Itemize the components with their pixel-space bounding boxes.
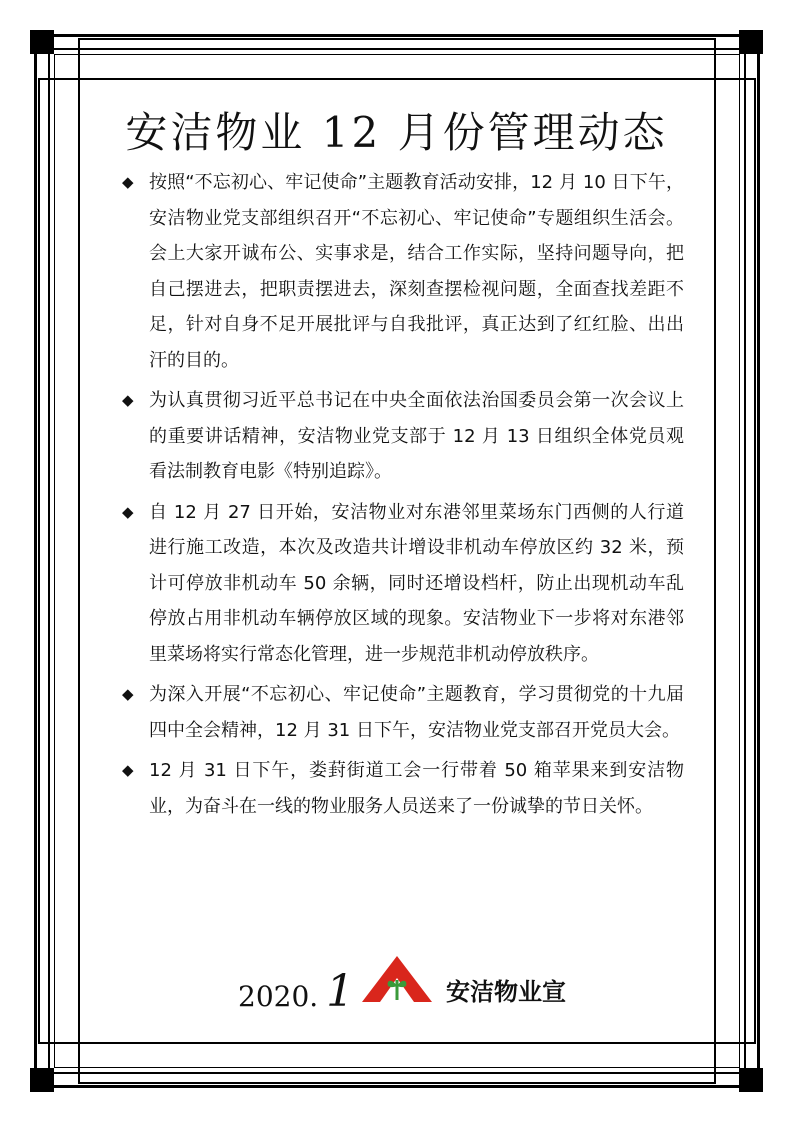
news-item-text: 12 月 31 日下午，娄葑街道工会一行带着 50 箱苹果来到安洁物业，为奋斗在一线的物业服务人员送来了一份诚挚的节日关怀。	[149, 760, 684, 817]
diamond-icon: ◆	[122, 173, 134, 191]
news-item	[122, 753, 684, 824]
diamond-icon: ◆	[122, 502, 134, 521]
diamond-icon: ◆	[122, 685, 134, 703]
page-title: 安洁物业 12 月份管理动态	[125, 108, 668, 157]
footer-date	[238, 966, 354, 1017]
corner-square-top-right	[739, 30, 763, 54]
news-item	[122, 165, 684, 378]
corner-square-bottom-left	[30, 1068, 54, 1092]
news-item	[122, 495, 684, 673]
news-item-text: 为认真贯彻习近平总书记在中央全面依法治国委员会第一次会议上的重要讲话精神，安洁物业党支部于 12 月 13 日组织全体党员观看法制教育电影《特别追踪》。	[149, 390, 684, 482]
news-item	[122, 383, 684, 490]
date-month: 1	[326, 966, 355, 1017]
corner-square-top-left	[30, 30, 54, 54]
news-item-text: 按照“不忘初心、牢记使命”主题教育活动安排，12 月 10 日下午，安洁物业党支部组织召开“不忘初心、牢记使命”专题组织生活会。会上大家开诚布公、实事求是，结合工作实际，坚持问题导向，把自己摆进去，把职责摆进去，深刻查摆检视问题，全面查找差距不足，针对自身不足开展批评与自我批评，真正达到了红红脸、出出汗的目的。	[149, 172, 684, 371]
news-item-text: 自 12 月 27 日开始，安洁物业对东港邻里菜场东门西侧的人行道进行施工改造，本次及改造共计增设非机动车停放区约 32 米，预计可停放非机动车 50 余辆，同时还增设档杆，防止出现机动车乱停放占用非机动车辆停放区域的现象。安洁物业下一步将对东港邻里菜场将实行常态化管理，进一步规范非机动停放秩序。	[149, 501, 684, 665]
news-item-text: 为深入开展“不忘初心、牢记使命”主题教育，学习贯彻党的十九届四中全会精神，12 月 31 日下午，安洁物业党支部召开党员大会。	[149, 684, 684, 741]
footer-org: 安洁物业宣	[446, 978, 566, 1006]
company-logo-icon	[360, 954, 434, 1004]
diamond-icon: ◆	[122, 391, 134, 409]
corner-square-bottom-right	[739, 1068, 763, 1092]
news-item	[122, 677, 684, 748]
date-prefix: 2020.	[238, 980, 319, 1013]
diamond-icon: ◆	[122, 761, 134, 779]
news-list	[122, 165, 684, 829]
